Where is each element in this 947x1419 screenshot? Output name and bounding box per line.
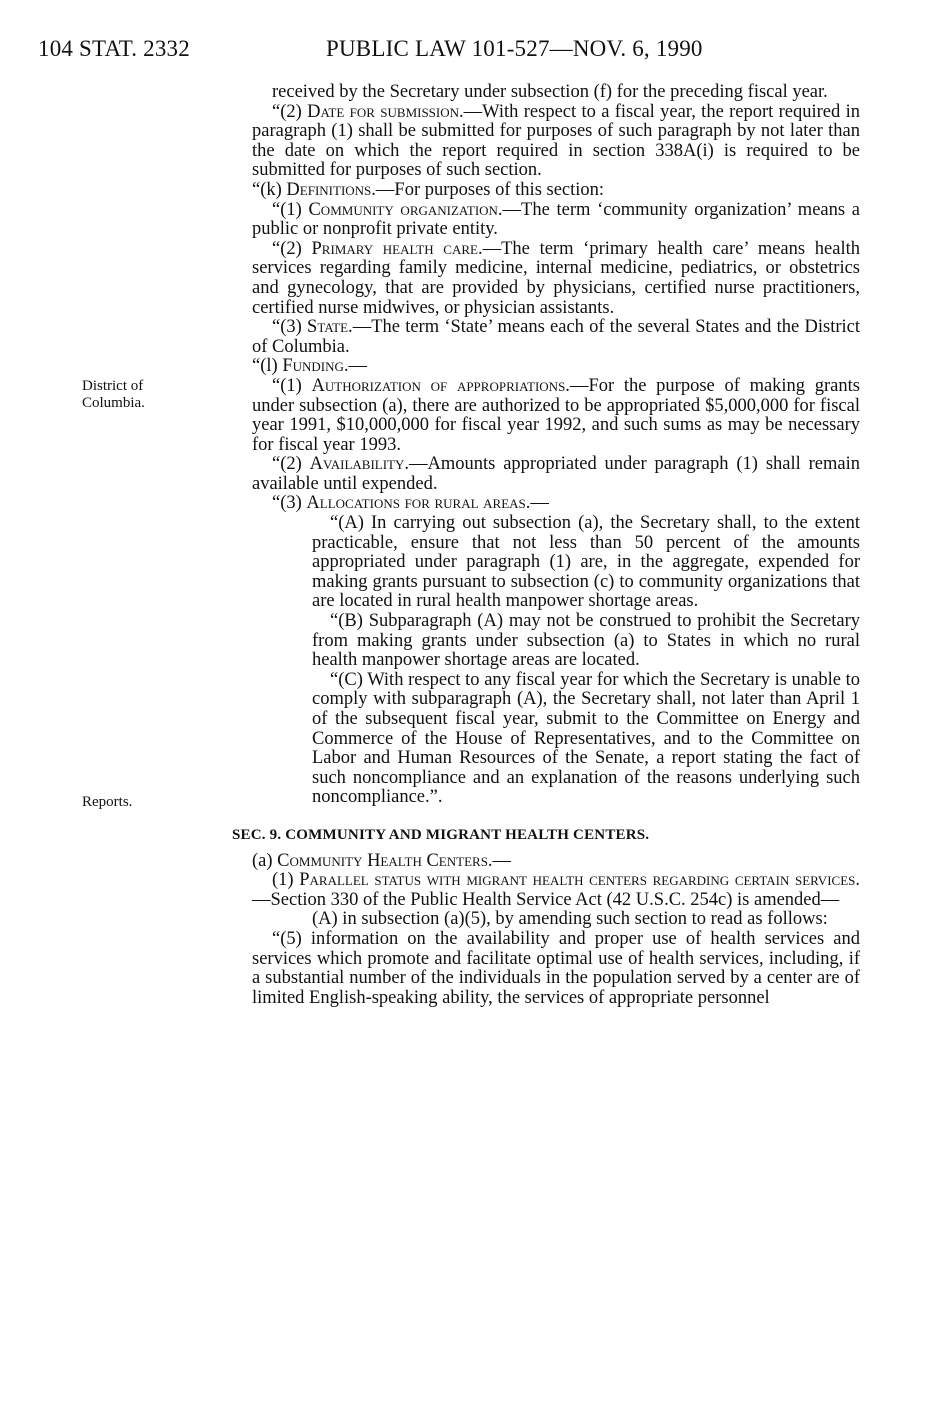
paragraph-number: “(2) [272,101,308,122]
paragraph-text: — [492,850,512,871]
page-header [38,36,878,66]
paragraph-number: “(3) [272,317,308,338]
paragraph-text: —For purposes of this section: [375,179,605,200]
paragraph-heading: State. [307,317,353,338]
statute-body [232,83,860,1008]
paragraph-heading: Funding. [282,356,349,377]
paragraph-text: —The term ‘State’ means each of the several States and the District of Columbia. [252,317,860,357]
paragraph-text: —The term ‘primary health care’ means health services regarding family medicine, internal medicine, pediatrics, or obstetrics and gynecology, that are provided by physicians, certified nurse practitioners, certified nurse midwives, or physician assistants. [252,238,860,318]
paragraph-text: — [348,356,367,377]
paragraph-heading: Primary health care. [311,238,483,259]
paragraph [232,852,860,872]
paragraph-number: “(2) [272,238,312,259]
subparagraph: “(B) Subparagraph (A) may not be construed to prohibit the Secretary from making grants under subsection (a) to States in which no rural health manpower shortage areas are located. [312,611,860,671]
paragraph-number: (1) [272,870,300,891]
section-heading: SEC. 9. COMMUNITY AND MIGRANT HEALTH CENTERS. [232,826,650,843]
paragraph-number: “(3) [272,493,307,514]
paragraph-heading: Parallel status with migrant health centers regarding certain services. [299,870,860,891]
paragraph [232,455,860,494]
paragraph-number: “(2) [272,454,310,475]
paragraph-text: —The term ‘community organization’ means a public or nonprofit private entity. [252,199,860,240]
paragraph [232,201,860,240]
paragraph-text: —With respect to a fiscal year, the report required in paragraph (1) shall be submitted for purposes of such paragraph by not later than the date on which the report required in section 338A(i) is required to be submitted for purposes of such section. [252,101,860,181]
margin-note-reports: Reports. [82,794,133,810]
paragraph-text: —Amounts appropriated under paragraph (1) shall remain available until expended. [252,454,860,494]
subparagraph: “(C) With respect to any fiscal year for which the Secretary is unable to comply with subparagraph (A), the Secretary shall, not later than April 1 of the subsequent fiscal year, submit to the Committee on Energy and Commerce of the House of Representatives, and to the Committee on Labor and Human Resources of the Senate, a report stating the fact of such noncompliance and an explanation of the reasons underlying such noncompliance.”. [312,669,860,808]
paragraph [232,357,860,377]
paragraph-text: —For the purpose of making grants under subsection (a), there are authorized to be appropriated $5,000,000 for fiscal year 1991, $10,000,000 for fiscal year 1992, and such sums as may be necessary for fiscal year 1993. [252,375,860,455]
quoted-paragraph: “(5) information on the availability and proper use of health services and services which promote and facilitate optimal use of health services, including, if a substantial number of the individuals in the population served by a center are of limited English-speaking ability, the services of appropriate personnel [252,928,860,1008]
paragraph-text: —Section 330 of the Public Health Service Act (42 U.S.C. 254c) is amended— [252,889,840,910]
paragraph-number: “(k) [252,179,287,200]
paragraph-heading: Community organization. [308,199,503,220]
paragraph [232,871,860,910]
subparagraph: “(A) In carrying out subsection (a), the Secretary shall, to the extent practicable, ensure that not less than 50 percent of the amounts appropriated under paragraph (1) are, in the aggregate, expended for making grants pursuant to subsection (c) to community organizations that are located in rural health manpower shortage areas. [312,513,860,612]
margin-note-district: District of Columbia. [82,378,145,411]
paragraph-number: “(l) [252,356,283,377]
paragraph [232,103,860,181]
law-title: PUBLIC LAW 101-527—NOV. 6, 1990 [326,36,703,61]
paragraph-heading: Availability. [309,454,409,475]
paragraph-heading: Date for submission. [307,101,464,122]
paragraph: received by the Secretary under subsection (f) for the preceding fiscal year. [272,82,828,102]
paragraph [232,181,860,201]
paragraph [232,240,860,318]
paragraph-number: “(1) [272,375,312,396]
paragraph-text: — [530,493,549,514]
paragraph-heading: Community Health Centers. [277,850,493,871]
paragraph-number: “(1) [272,199,309,220]
paragraph-heading: Allocations for rural areas. [306,493,531,514]
paragraph-number: (a) [252,850,278,871]
paragraph [232,377,860,455]
subparagraph: (A) in subsection (a)(5), by amending such section to read as follows: [312,909,828,930]
paragraph [232,494,860,514]
paragraph-heading: Definitions. [286,179,376,200]
stat-reference: 104 STAT. 2332 [38,36,190,61]
paragraph [232,318,860,357]
paragraph-heading: Authorization of appropriations. [311,375,570,396]
